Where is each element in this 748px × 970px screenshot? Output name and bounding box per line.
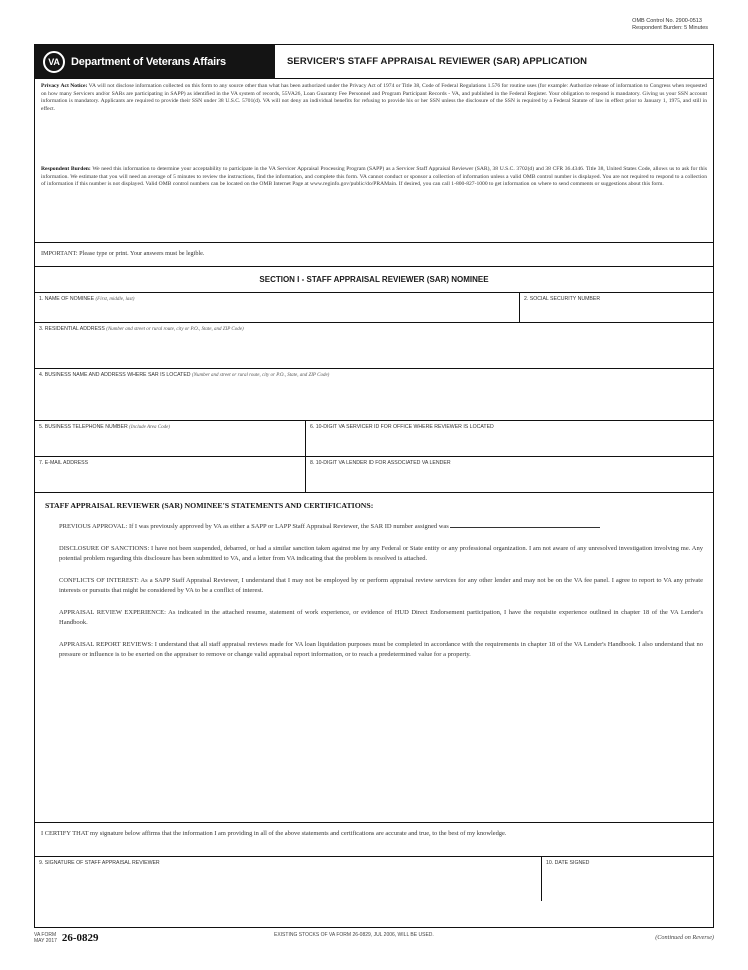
form-header [35,45,713,79]
ssn-label: 2. SOCIAL SECURITY NUMBER [524,296,601,302]
burden-label: Respondent Burden: [41,166,91,172]
privacy-text: VA will not disclose information collected on this form to any source other than what has been authorized under the Privacy Act of 1974 or Title 38, Code of Federal Regulations 1.576 for routine uses (for example: Authorize release of information to Congress when requested on how many Servicers and/or SARs are participating in SAPP) as identified in the VA system of records, 55VA26, Loan Guaranty Fee Personnel and Program Participant Records - VA, and published in the Federal Register. Your obligation to respond is mandatory. Giving us your SSN account information is mandatory. Applicants are required to provide their SSN under 38 U.S.C. 5701(d). VA will not deny an individual benefits for refusing to provide his or her SSN unless the disclosure of the SSN is required by a Federal Statute of law in effect prior to January 1, 1975, and still in effect. [41,83,707,112]
va-seal-icon: VA [43,51,65,73]
omb-burden: Respondent Burden: 5 Minutes [632,25,708,31]
certification-text: I CERTIFY THAT my signature below affirms that the information I am providing in all of the above statements and certifications are accurate and true, to the best of my knowledge. [35,823,713,857]
row-name-ssn [35,293,713,323]
conflicts-statement: CONFLICTS OF INTEREST: As a SAPP Staff Appraisal Reviewer, I understand that I may not be employed by or perform appraisal review services for any other lender and may not be on the VA fee panel. I agree to report to VA any private interests or pursuits that might be considered by VA to be a conflict of interest. [59,577,703,594]
business-address-label: 4. BUSINESS NAME AND ADDRESS WHERE SAR IS LOCATED [39,372,191,378]
business-phone-field[interactable] [35,421,305,456]
form-label-block [34,932,57,944]
previous-approval-text: PREVIOUS APPROVAL: If I was previously approved by VA as either a SAPP or LAPP Staff Appraisal Reviewer, the SAR ID number assigned was [59,523,449,530]
servicer-id-field[interactable] [305,421,713,456]
important-note: IMPORTANT: Please type or print. Your answers must be legible. [35,243,713,267]
statements-section [35,493,713,823]
respondent-burden-notice [35,161,713,243]
lender-id-label: 8. 10-DIGIT VA LENDER ID FOR ASSOCIATED VA LENDER [310,460,451,466]
signature-label: 9. SIGNATURE OF STAFF APPRAISAL REVIEWER [39,860,160,866]
business-address-hint: (Number and street or rural route, city or P.O., State, and ZIP Code) [191,373,330,378]
continued-on-reverse: (Continued on Reverse) [655,934,714,941]
residential-address-label: 3. RESIDENTIAL ADDRESS [39,326,105,332]
privacy-act-notice [35,79,713,161]
form-title: SERVICER'S STAFF APPRAISAL REVIEWER (SAR) APPLICATION [287,56,588,67]
row-residential [35,323,713,369]
form-frame [34,44,714,928]
business-address-field[interactable] [35,369,713,420]
burden-text: We need this information to determine your acceptability to participate in the VA Servicer Appraisal Processing Program (SAPP) as a Servicer Staff Appraisal Reviewer (SAR), 38 U.S.C. 3702(d) and 38 CFR 36.4346. Title 38, United States Code, allows us to ask for this information. We estimate that you will need an average of 5 minutes to review the instructions, find the information, and complete this form. VA cannot conduct or sponsor a collection of information unless a valid OMB control number is displayed. You are not required to respond to a collection of information if this number is not displayed. Valid OMB control numbers can be located on the OMB Internet Page at www.reginfo.gov/public/do/PRAMain. If desired, you can call 1-800-827-1000 to get information on where to send comments or suggestions about this form. [41,166,708,188]
business-phone-label: 5. BUSINESS TELEPHONE NUMBER [39,424,128,430]
va-form-label: VA FORM [34,932,57,938]
privacy-label: Privacy Act Notice: [41,83,88,89]
email-label: 7. E-MAIL ADDRESS [39,460,89,466]
supersedes-note: EXISTING STOCKS OF VA FORM 26-0829, JUL 2006, WILL BE USED. [274,932,434,938]
omb-block [632,18,708,32]
nominee-name-hint: (First, middle, last) [95,297,135,302]
reviews-statement: APPRAISAL REPORT REVIEWS: I understand that all staff appraisal reviews made for VA loan liquidation purposes must be completed in accordance with the requirements in chapter 18 of the VA Lender's Handbook. I also understand that no pressure or influence is to be exerted on the appraiser to remove or change valid appraisal report information, or to reach a predetermined value for a property. [59,641,703,658]
previous-approval-statement [59,520,703,532]
form-id-block [34,932,274,944]
omb-control-number: OMB Control No. 2900-0513 [632,18,702,24]
form-number: 26-0829 [61,932,99,944]
form-date: MAY 2017 [34,938,57,944]
signature-field[interactable] [35,857,541,901]
ssn-field[interactable] [519,293,713,322]
residential-address-field[interactable] [35,323,713,368]
nominee-name-field[interactable] [35,293,519,322]
date-signed-field[interactable] [541,857,713,901]
form-footer [34,932,714,944]
department-name: Department of Veterans Affairs [71,55,226,68]
servicer-id-label: 6. 10-DIGIT VA SERVICER ID FOR OFFICE WHERE REVIEWER IS LOCATED [310,424,494,430]
lender-id-field[interactable] [305,457,713,492]
statements-title: STAFF APPRAISAL REVIEWER (SAR) NOMINEE'S STATEMENTS AND CERTIFICATIONS: [45,501,374,510]
email-field[interactable] [35,457,305,492]
business-phone-hint: (Include Area Code) [129,425,170,430]
row-signature [35,857,713,901]
nominee-name-label: 1. NAME OF NOMINEE [39,296,95,302]
row-email-lender [35,457,713,493]
sanctions-statement: DISCLOSURE OF SANCTIONS: I have not been suspended, debarred, or had a similar sanction taken against me by any Federal or State entity or any professional organization. I am not aware of any unresolved investigation involving me. Any potential problem regarding this disclosure has been submitted to VA, and a letter from VA indicating that the problem is resolved is attached. [59,545,703,562]
experience-statement: APPRAISAL REVIEW EXPERIENCE: As indicated in the attached resume, statement of work experience, or evidence of HUD Direct Endorsement participation, I have the requisite experience outlined in chapter 18 of the VA Lender's Handbook. [59,609,703,626]
date-signed-label: 10. DATE SIGNED [546,860,590,866]
section-1-title: SECTION I - STAFF APPRAISAL REVIEWER (SAR) NOMINEE [35,267,713,293]
row-business-address [35,369,713,421]
sar-id-blank[interactable] [450,520,600,528]
residential-address-hint: (Number and street or rural route, city or P.O., State, and ZIP Code) [106,327,244,332]
department-banner [35,45,275,78]
row-phone-servicer [35,421,713,457]
